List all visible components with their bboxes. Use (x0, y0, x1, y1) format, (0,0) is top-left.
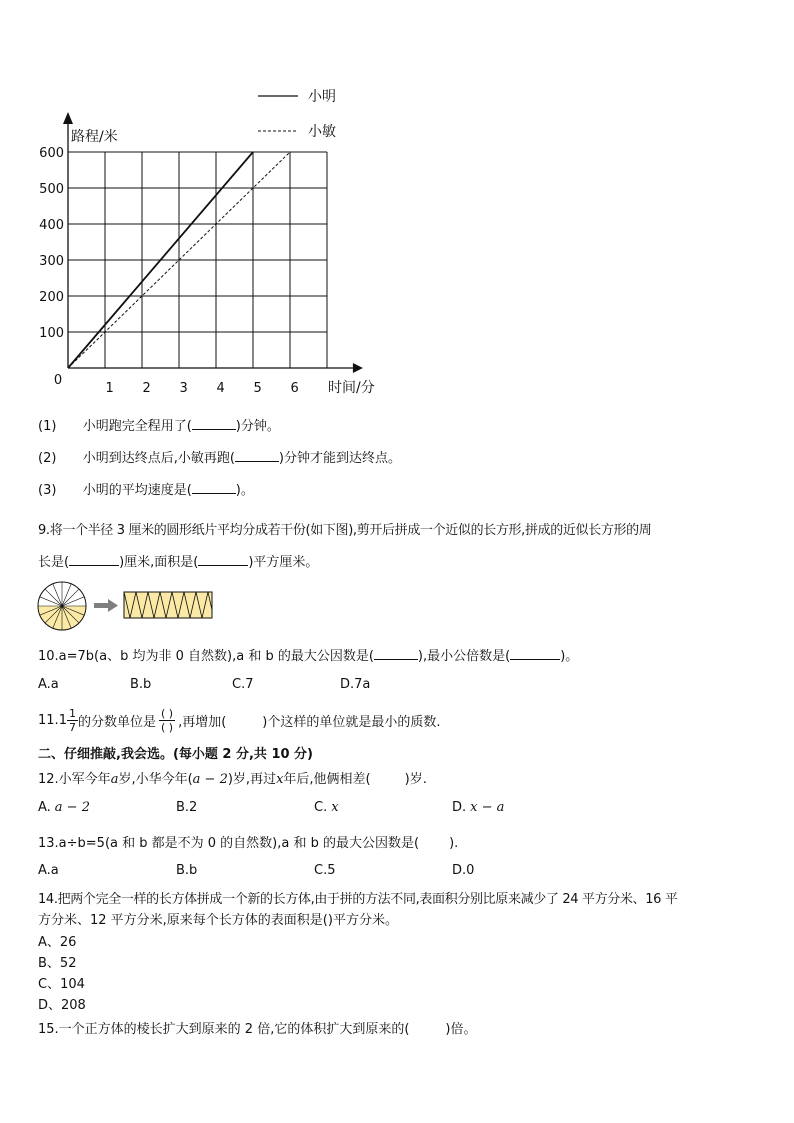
circle-to-rectangle-figure (36, 580, 216, 632)
q12-text-d: 年后,他俩相差( (283, 772, 371, 787)
q14-line1: 14.把两个完全一样的长方体拼成一个新的长方体,由于拼的方法不同,表面积分别比原来减少了 24 平方分米、16 平 (38, 892, 678, 907)
q8-sub1-blank[interactable] (192, 417, 236, 430)
q9-blank-perimeter[interactable] (69, 553, 119, 566)
q11-question (38, 704, 441, 736)
q10-question (38, 645, 578, 664)
q11-fraction-numerator: 1 (68, 706, 76, 720)
q12-var-expr: a − 2 (192, 772, 228, 787)
circle-slice-line (62, 589, 79, 606)
q13-option-a[interactable]: A.a (38, 863, 59, 878)
x-axis-label: 时间/分 (328, 380, 375, 396)
q12-var-x: x (276, 772, 284, 787)
q13-option-c[interactable]: C.5 (314, 863, 336, 878)
arrow-icon (94, 599, 118, 612)
x-tick-label: 2 (142, 381, 151, 396)
x-tick-label: 1 (105, 381, 114, 396)
q11-unit-denominator: ( ) (160, 720, 174, 734)
q15-text-b: )倍。 (445, 1022, 477, 1037)
chart-grid (68, 152, 327, 368)
q14-line2: 方分米、12 平方分米,原来每个长方体的表面积是()平方分米。 (38, 913, 398, 928)
q12-text-b: 岁,小华今年( (118, 772, 193, 787)
q12-text-e: )岁. (404, 772, 427, 787)
legend-label: 小敏 (308, 124, 336, 140)
q11-whole-part: 1 (58, 712, 67, 728)
q10-text-c: )。 (560, 649, 579, 664)
q12-text-a: 12.小军今年 (38, 772, 111, 787)
q11-unit-fraction-blank[interactable] (159, 707, 175, 734)
q11-number: 11. (38, 712, 59, 728)
q10-text-a: 10.a=7b(a、b 均为非 0 自然数),a 和 b 的最大公因数是( (38, 649, 374, 664)
q12-option-d[interactable] (452, 800, 504, 815)
q10-option-b[interactable]: B.b (130, 677, 152, 692)
y-tick-label: 400 (39, 218, 64, 233)
q12-var-a: a (110, 772, 119, 787)
chart-legend (258, 89, 336, 140)
q11-text-b: ,再增加( (178, 714, 227, 730)
x-tick-label: 5 (253, 381, 262, 396)
q8-sub1-number: (1) (38, 419, 57, 434)
q8-sub3-number: (3) (38, 483, 57, 498)
circle-slices (38, 582, 86, 630)
q9-blank-area[interactable] (198, 553, 248, 566)
q10-option-c[interactable]: C.7 (232, 677, 254, 692)
q11-text-a: 的分数单位是 (77, 714, 156, 730)
q8-sub3 (38, 479, 254, 498)
q11-mixed-fraction (67, 707, 78, 734)
q13-option-d[interactable]: D.0 (452, 863, 475, 878)
q9-text-b: )厘米,面积是( (119, 555, 199, 570)
q9-line1: 9.将一个半径 3 厘米的圆形纸片平均分成若干份(如下图),剪开后拼成一个近似的长方形,拼成的近似长方形的周 (38, 523, 652, 538)
q8-sub3-text: 小明的平均速度是( (82, 483, 192, 498)
approx-rectangle (124, 592, 212, 618)
q10-blank-lcm[interactable] (510, 647, 560, 660)
q12-option-a-math: a − 2 (54, 800, 90, 815)
q14-option-b[interactable]: B、52 (38, 956, 77, 971)
x-tick-label: 3 (179, 381, 188, 396)
y-axis-label: 路程/米 (71, 129, 118, 145)
q8-sub2-text: 小明到达终点后,小敏再跑( (82, 451, 235, 466)
q9-line2 (38, 551, 318, 570)
q15-text-a: 15.一个正方体的棱长扩大到原来的 2 倍,它的体积扩大到原来的( (38, 1022, 410, 1037)
q13-question (38, 832, 458, 851)
circle-slice-line (45, 589, 62, 606)
q13-text-b: ). (449, 836, 459, 851)
chart-axes (63, 112, 363, 373)
q12-option-c-math: x (331, 800, 339, 815)
q12-option-a[interactable] (38, 800, 90, 815)
q8-sub2-blank[interactable] (235, 449, 279, 462)
q11-unit-numerator: ( ) (160, 706, 174, 720)
q12-text-c: )岁,再过 (227, 772, 277, 787)
q8-sub3-text-end: )。 (235, 483, 254, 498)
q8-sub2-text-end: )分钟才能到达终点。 (278, 451, 401, 466)
q10-blank-gcd[interactable] (374, 647, 418, 660)
q13-text-a: 13.a÷b=5(a 和 b 都是不为 0 的自然数),a 和 b 的最大公因数是( (38, 836, 420, 851)
q10-option-d[interactable]: D.7a (340, 677, 371, 692)
q12-option-c[interactable] (314, 800, 339, 815)
q14-option-a[interactable]: A、26 (38, 935, 77, 950)
sliced-circle (38, 582, 86, 630)
y-axis-arrow (63, 112, 73, 124)
x-axis-arrow (353, 363, 363, 373)
q13-option-b[interactable]: B.b (176, 863, 198, 878)
y-tick-label: 300 (39, 254, 64, 269)
y-tick-label: 100 (39, 326, 64, 341)
q8-sub3-blank[interactable] (192, 481, 236, 494)
q9-text-a: 长是( (38, 555, 70, 570)
q15-question (38, 1018, 477, 1037)
q10-text-b: ),最小公倍数是( (417, 649, 511, 664)
q12-option-c-label: C. (314, 800, 328, 815)
q12-option-d-math: x − a (470, 800, 505, 815)
q8-sub2-number: (2) (38, 451, 57, 466)
q12-option-d-label: D. (452, 800, 467, 815)
y-tick-label: 500 (39, 182, 64, 197)
q8-sub1-text-end: )分钟。 (235, 419, 280, 434)
x-tick-label: 6 (290, 381, 299, 396)
y-tick-label: 600 (39, 146, 64, 161)
q8-sub1-text: 小明跑完全程用了( (82, 419, 192, 434)
y-tick-label: 200 (39, 290, 64, 305)
q14-option-d[interactable]: D、208 (38, 998, 86, 1013)
chart-ticks (39, 146, 299, 396)
origin-label: 0 (53, 373, 63, 388)
q8-sub1 (38, 415, 280, 434)
q10-option-a[interactable]: A.a (38, 677, 59, 692)
q8-sub2 (38, 447, 401, 466)
q11-fraction-denominator: 7 (68, 720, 76, 734)
q12-option-b[interactable]: B.2 (176, 800, 198, 815)
q12-option-a-label: A. (38, 800, 51, 815)
distance-time-chart (0, 0, 794, 400)
q14-option-c[interactable]: C、104 (38, 977, 85, 992)
legend-label: 小明 (308, 89, 336, 105)
section-2-title: 二、仔细推敲,我会选。(每小题 2 分,共 10 分) (38, 747, 313, 762)
q12-question (38, 768, 427, 787)
x-tick-label: 4 (216, 381, 225, 396)
q11-text-c: )个这样的单位就是最小的质数. (262, 714, 441, 730)
q9-text-c: )平方厘米。 (248, 555, 319, 570)
